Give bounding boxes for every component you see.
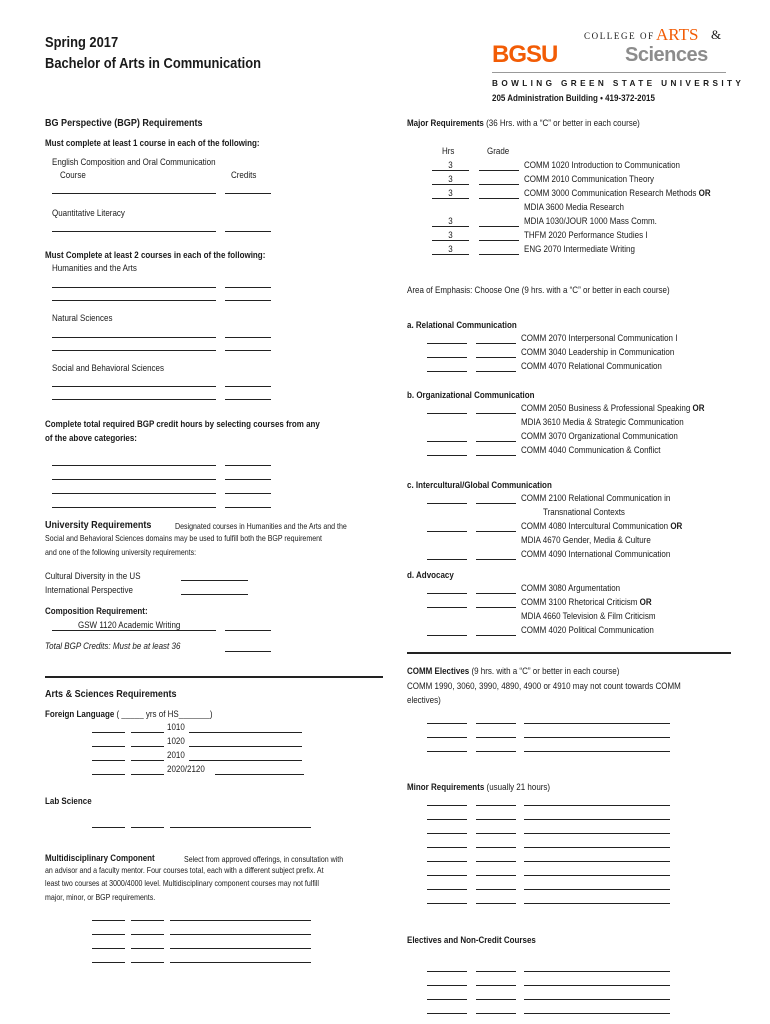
natural-credits-line-2[interactable]	[225, 350, 271, 351]
elective-line-1c[interactable]	[524, 723, 670, 724]
major-hrs-line	[432, 226, 469, 227]
elective-line-2c[interactable]	[524, 737, 670, 738]
noncredit-line-4a[interactable]	[427, 1013, 467, 1014]
emphasis-d-heading: d. Advocacy	[407, 570, 454, 580]
emphasis-course: COMM 3080 Argumentation	[521, 583, 621, 593]
emph-a3-grade-line[interactable]	[476, 371, 516, 372]
total-bgp-line[interactable]	[225, 651, 271, 652]
natural-credits-line-1[interactable]	[225, 337, 271, 338]
emph-d1-hrs-line[interactable]	[427, 593, 467, 594]
emph-b2-grade-line[interactable]	[476, 441, 516, 442]
major-course-text: COMM 3000 Communication Research Methods	[524, 188, 697, 198]
major-course-name	[524, 187, 711, 199]
quant-credits-line[interactable]	[225, 231, 271, 232]
any-course-line-2[interactable]	[52, 479, 216, 480]
minor-line-2c[interactable]	[524, 819, 670, 820]
minor-line-1b[interactable]	[476, 805, 516, 806]
emph-a1-hrs-line[interactable]	[427, 343, 467, 344]
area-of-emphasis-label: Area of Emphasis: Choose One (9 hrs. with a “C” or better in each course)	[407, 285, 670, 295]
elective-line-2b[interactable]	[476, 737, 516, 738]
noncredit-line-3c[interactable]	[524, 999, 670, 1000]
major-course-name: ENG 2070 Intermediate Writing	[524, 244, 635, 254]
noncredit-line-4b[interactable]	[476, 1013, 516, 1014]
minor-line-8a[interactable]	[427, 903, 467, 904]
foreign-language-label: Foreign Language	[45, 709, 115, 719]
elective-line-3c[interactable]	[524, 751, 670, 752]
major-heading: Major Requirements	[407, 118, 484, 128]
emphasis-course	[521, 402, 705, 414]
emphasis-course: COMM 4070 Relational Communication	[521, 361, 662, 371]
noncredit-line-1a[interactable]	[427, 971, 467, 972]
emphasis-c-heading: c. Intercultural/Global Communication	[407, 480, 552, 490]
bgp-quant-label: Quantitative Literacy	[52, 208, 125, 218]
major-hrs-line	[432, 240, 469, 241]
emphasis-course-alt: MDIA 4660 Television & Film Criticism	[521, 611, 656, 621]
fl-1020-line-c[interactable]	[189, 746, 302, 747]
fl-1010-line-b[interactable]	[131, 732, 164, 733]
major-hrs-line	[432, 170, 469, 171]
major-grade-line[interactable]	[479, 254, 519, 255]
major-hrs-line	[432, 184, 469, 185]
multidisciplinary-desc-3: least two courses at 3000/4000 level. Multidisciplinary component courses may not fulfill	[45, 879, 319, 888]
multi-line-3c[interactable]	[170, 948, 311, 949]
emph-a2-grade-line[interactable]	[476, 357, 516, 358]
fl-2010-line-a[interactable]	[92, 760, 125, 761]
noncredit-line-3a[interactable]	[427, 999, 467, 1000]
minor-line-1c[interactable]	[524, 805, 670, 806]
social-course-line-2[interactable]	[52, 399, 216, 400]
gsw-credits-line[interactable]	[225, 630, 271, 631]
minor-line-4c[interactable]	[524, 847, 670, 848]
multi-line-2a[interactable]	[92, 934, 125, 935]
emph-c1-grade-line[interactable]	[476, 503, 516, 504]
fl-1010-line-a[interactable]	[92, 732, 125, 733]
ampersand-logo-text: &	[711, 27, 722, 42]
fl-1020-line-a[interactable]	[92, 746, 125, 747]
emph-a3-hrs-line[interactable]	[427, 371, 467, 372]
minor-line-7c[interactable]	[524, 889, 670, 890]
arts-sciences-heading: Arts & Sciences Requirements	[45, 688, 177, 700]
multi-line-3a[interactable]	[92, 948, 125, 949]
cultural-diversity-label: Cultural Diversity in the US	[45, 571, 141, 581]
any-credits-line-1[interactable]	[225, 465, 271, 466]
emph-b3-hrs-line[interactable]	[427, 455, 467, 456]
grade-column-label: Grade	[487, 146, 510, 156]
multidisciplinary-heading: Multidisciplinary Component	[45, 853, 155, 863]
bgp-heading: BG Perspective (BGP) Requirements	[45, 117, 203, 129]
fl-1020-line-b[interactable]	[131, 746, 164, 747]
bgp-must-one: Must complete at least 1 course in each of the following:	[45, 138, 260, 148]
comm-electives-heading-row	[407, 665, 619, 677]
or-connector: OR	[670, 521, 683, 531]
university-heading: University Requirements	[45, 519, 152, 531]
emph-b1-hrs-line[interactable]	[427, 413, 467, 414]
noncredit-line-2a[interactable]	[427, 985, 467, 986]
credits-column-label: Credits	[231, 170, 257, 180]
noncredit-line-1c[interactable]	[524, 971, 670, 972]
major-grade-line[interactable]	[479, 240, 519, 241]
emphasis-b-heading: b. Organizational Communication	[407, 390, 535, 400]
bgp-social-label: Social and Behavioral Sciences	[52, 363, 165, 373]
emph-c2-grade-line[interactable]	[476, 531, 516, 532]
emphasis-course-text: COMM 2050 Business & Professional Speaking	[521, 403, 691, 413]
or-connector: OR	[698, 188, 711, 198]
multi-line-2c[interactable]	[170, 934, 311, 935]
comm-electives-restriction-2: electives)	[407, 695, 441, 705]
minor-line-4a[interactable]	[427, 847, 467, 848]
elective-line-3a[interactable]	[427, 751, 467, 752]
emphasis-a-heading: a. Relational Communication	[407, 320, 517, 330]
emph-b2-hrs-line[interactable]	[427, 441, 467, 442]
section-divider-right	[407, 652, 731, 654]
any-course-line-3[interactable]	[52, 493, 216, 494]
emphasis-course: COMM 4040 Communication & Conflict	[521, 445, 661, 455]
major-course-hrs: 3	[448, 230, 453, 240]
minor-line-6b[interactable]	[476, 875, 516, 876]
page-title-degree: Bachelor of Arts in Communication	[45, 55, 261, 72]
any-course-line-4[interactable]	[52, 507, 216, 508]
minor-line-2a[interactable]	[427, 819, 467, 820]
logo-divider	[492, 72, 726, 73]
elective-line-2a[interactable]	[427, 737, 467, 738]
major-heading-row	[407, 117, 640, 129]
minor-line-3a[interactable]	[427, 833, 467, 834]
major-course-name: COMM 1020 Introduction to Communication	[524, 160, 680, 170]
any-credits-line-3[interactable]	[225, 493, 271, 494]
emphasis-course	[521, 596, 652, 608]
multi-line-4c[interactable]	[170, 962, 311, 963]
noncredit-line-4c[interactable]	[524, 1013, 670, 1014]
gsw-course-line	[52, 630, 216, 631]
quant-course-line[interactable]	[52, 231, 216, 232]
multi-line-2b[interactable]	[131, 934, 164, 935]
college-of-text: COLLEGE OF	[584, 31, 655, 41]
multi-line-1b[interactable]	[131, 920, 164, 921]
major-course-name: MDIA 1030/JOUR 1000 Mass Comm.	[524, 216, 657, 226]
minor-line-5b[interactable]	[476, 861, 516, 862]
minor-line-7b[interactable]	[476, 889, 516, 890]
electives-noncredit-heading: Electives and Non-Credit Courses	[407, 935, 536, 945]
multi-line-1a[interactable]	[92, 920, 125, 921]
fl-2020-line-c[interactable]	[215, 774, 304, 775]
emph-d3-grade-line[interactable]	[476, 635, 516, 636]
international-label: International Perspective	[45, 585, 134, 595]
emphasis-course: COMM 4020 Political Communication	[521, 625, 654, 635]
minor-line-4b[interactable]	[476, 847, 516, 848]
minor-heading: Minor Requirements	[407, 782, 485, 792]
minor-line-6c[interactable]	[524, 875, 670, 876]
english-course-line[interactable]	[52, 193, 216, 194]
any-course-line-1[interactable]	[52, 465, 216, 466]
lab-science-line-c[interactable]	[170, 827, 311, 828]
emph-a2-hrs-line[interactable]	[427, 357, 467, 358]
multi-line-3b[interactable]	[131, 948, 164, 949]
emph-d3-hrs-line[interactable]	[427, 635, 467, 636]
major-course-hrs: 3	[448, 174, 453, 184]
noncredit-line-1b[interactable]	[476, 971, 516, 972]
multi-line-1c[interactable]	[170, 920, 311, 921]
major-grade-line[interactable]	[479, 184, 519, 185]
minor-note: (usually 21 hours)	[486, 782, 551, 792]
emphasis-course-text: COMM 3100 Rhetorical Criticism	[521, 597, 638, 607]
major-grade-line[interactable]	[479, 170, 519, 171]
course-column-label: Course	[60, 170, 86, 180]
humanities-credits-line-2[interactable]	[225, 300, 271, 301]
emphasis-course: COMM 3040 Leadership in Communication	[521, 347, 675, 357]
social-course-line-1[interactable]	[52, 386, 216, 387]
bgp-humanities-label: Humanities and the Arts	[52, 263, 137, 273]
minor-line-6a[interactable]	[427, 875, 467, 876]
major-course-alt: MDIA 3600 Media Research	[524, 202, 625, 212]
major-course-hrs: 3	[448, 160, 453, 170]
total-bgp-label: Total BGP Credits: Must be at least 36	[45, 641, 181, 651]
page-title-term: Spring 2017	[45, 34, 119, 51]
emph-b3-grade-line[interactable]	[476, 455, 516, 456]
major-course-hrs: 3	[448, 244, 453, 254]
bgp-must-two: Must Complete at least 2 courses in each of the following:	[45, 250, 266, 260]
cultural-diversity-line[interactable]	[181, 580, 248, 581]
multidisciplinary-desc-2: an advisor and a faculty mentor. Four courses total, each with a different subject prefix. At	[45, 866, 324, 875]
major-course-name: COMM 2010 Communication Theory	[524, 174, 655, 184]
university-name: BOWLING GREEN STATE UNIVERSITY	[492, 79, 745, 88]
multi-line-4b[interactable]	[131, 962, 164, 963]
humanities-course-line-1[interactable]	[52, 287, 216, 288]
comm-electives-restriction-1: COMM 1990, 3060, 3990, 4890, 4900 or 4910 may not count towards COMM	[407, 681, 681, 691]
elective-line-1a[interactable]	[427, 723, 467, 724]
arts-logo-text: ARTS	[656, 25, 699, 44]
hrs-column-label: Hrs	[442, 146, 455, 156]
fl-level-2020: 2020/2120	[167, 764, 205, 774]
social-credits-line-1[interactable]	[225, 386, 271, 387]
noncredit-line-3b[interactable]	[476, 999, 516, 1000]
minor-heading-row	[407, 781, 550, 793]
any-credits-line-4[interactable]	[225, 507, 271, 508]
emph-a1-grade-line[interactable]	[476, 343, 516, 344]
fl-2020-line-a[interactable]	[92, 774, 125, 775]
major-course-hrs: 3	[448, 188, 453, 198]
emph-d2-hrs-line[interactable]	[427, 607, 467, 608]
lab-science-line-a[interactable]	[92, 827, 125, 828]
international-line[interactable]	[181, 594, 248, 595]
emph-b1-grade-line[interactable]	[476, 413, 516, 414]
minor-line-8b[interactable]	[476, 903, 516, 904]
bgsu-logo-text: BGSU	[492, 41, 558, 68]
fl-2010-line-b[interactable]	[131, 760, 164, 761]
elective-line-3b[interactable]	[476, 751, 516, 752]
humanities-course-line-2[interactable]	[52, 300, 216, 301]
emphasis-course: COMM 2070 Interpersonal Communication I	[521, 333, 678, 343]
emph-c3-grade-line[interactable]	[476, 559, 516, 560]
noncredit-line-2b[interactable]	[476, 985, 516, 986]
emph-c1-hrs-line[interactable]	[427, 503, 467, 504]
emph-c3-hrs-line[interactable]	[427, 559, 467, 560]
major-grade-line[interactable]	[479, 198, 519, 199]
bgp-natural-label: Natural Sciences	[52, 313, 113, 323]
minor-line-5a[interactable]	[427, 861, 467, 862]
minor-line-3b[interactable]	[476, 833, 516, 834]
multi-line-4a[interactable]	[92, 962, 125, 963]
sciences-logo-text: Sciences	[625, 44, 708, 66]
natural-course-line-1[interactable]	[52, 337, 216, 338]
major-course-name: THFM 2020 Performance Studies I	[524, 230, 648, 240]
major-grade-line[interactable]	[479, 226, 519, 227]
emphasis-course: COMM 3070 Organizational Communication	[521, 431, 678, 441]
any-credits-line-2[interactable]	[225, 479, 271, 480]
emphasis-course: COMM 4090 International Communication	[521, 549, 671, 559]
elective-line-1b[interactable]	[476, 723, 516, 724]
emph-d1-grade-line[interactable]	[476, 593, 516, 594]
section-divider-left	[45, 676, 383, 678]
comm-electives-note: (9 hrs. with a “C” or better in each course)	[471, 666, 620, 676]
humanities-credits-line-1[interactable]	[225, 287, 271, 288]
or-connector: OR	[692, 403, 705, 413]
fl-2020-line-b[interactable]	[131, 774, 164, 775]
fl-2010-line-c[interactable]	[189, 760, 302, 761]
fl-level-1020: 1020	[167, 736, 185, 746]
emphasis-course	[521, 520, 682, 532]
emphasis-course-cont: Transnational Contexts	[543, 507, 625, 517]
university-desc-3: and one of the following university requirements:	[45, 548, 197, 557]
major-hrs-line	[432, 254, 469, 255]
minor-line-3c[interactable]	[524, 833, 670, 834]
minor-line-2b[interactable]	[476, 819, 516, 820]
bgp-english-label: English Composition and Oral Communication	[52, 157, 216, 167]
emphasis-course-alt: MDIA 4670 Gender, Media & Culture	[521, 535, 651, 545]
complete-total-line-2: of the above categories:	[45, 433, 137, 443]
multidisciplinary-desc-4: major, minor, or BGP requirements.	[45, 893, 156, 902]
lab-science-label: Lab Science	[45, 796, 92, 806]
minor-line-1a[interactable]	[427, 805, 467, 806]
university-desc-1: Designated courses in Humanities and the Arts and the	[175, 522, 347, 531]
university-desc-2: Social and Behavioral Sciences domains may be used to fulfill both the BGP requirement	[45, 534, 322, 543]
minor-line-7a[interactable]	[427, 889, 467, 890]
minor-line-8c[interactable]	[524, 903, 670, 904]
multidisciplinary-desc-1: Select from approved offerings, in consultation with	[184, 855, 344, 864]
emphasis-course: COMM 2100 Relational Communication in	[521, 493, 671, 503]
complete-total-line-1: Complete total required BGP credit hours by selecting courses from any	[45, 419, 320, 429]
emphasis-course-alt: MDIA 3610 Media & Strategic Communication	[521, 417, 684, 427]
address-phone: 205 Administration Building • 419-372-2015	[492, 93, 655, 103]
composition-label: Composition Requirement:	[45, 606, 148, 616]
minor-line-5c[interactable]	[524, 861, 670, 862]
english-credits-line[interactable]	[225, 193, 271, 194]
fl-level-1010: 1010	[167, 722, 185, 732]
or-connector: OR	[639, 597, 652, 607]
gsw-course-label: GSW 1120 Academic Writing	[78, 620, 181, 630]
foreign-language-row	[45, 708, 213, 720]
emphasis-course-text: COMM 4080 Intercultural Communication	[521, 521, 669, 531]
lab-science-line-b[interactable]	[131, 827, 164, 828]
emph-c2-hrs-line[interactable]	[427, 531, 467, 532]
major-course-hrs: 3	[448, 216, 453, 226]
foreign-language-hs: ( _____ yrs of HS_______)	[116, 709, 213, 719]
fl-1010-line-c[interactable]	[189, 732, 302, 733]
noncredit-line-2c[interactable]	[524, 985, 670, 986]
fl-level-2010: 2010	[167, 750, 185, 760]
natural-course-line-2[interactable]	[52, 350, 216, 351]
major-heading-note: (36 Hrs. with a “C” or better in each course)	[486, 118, 640, 128]
emph-d2-grade-line[interactable]	[476, 607, 516, 608]
major-hrs-line	[432, 198, 469, 199]
social-credits-line-2[interactable]	[225, 399, 271, 400]
comm-electives-heading: COMM Electives	[407, 666, 470, 676]
